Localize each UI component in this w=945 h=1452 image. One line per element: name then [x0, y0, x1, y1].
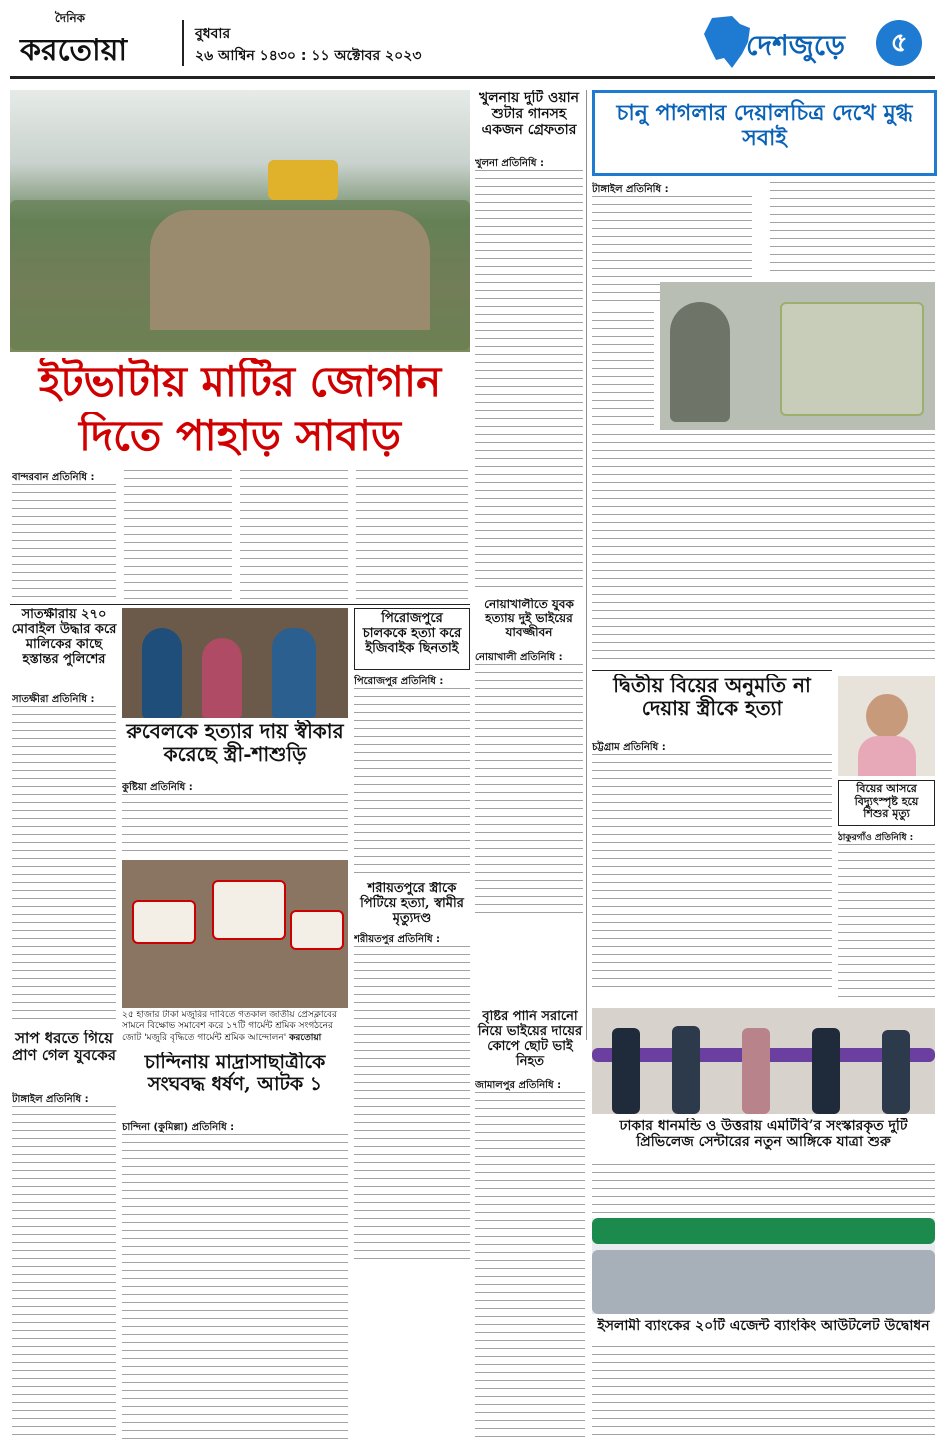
child-death-headline-box: [838, 780, 935, 826]
lead-headline-1: ইটভাটায় মাটির জোগান: [38, 358, 442, 406]
islami-body: [592, 1346, 935, 1442]
paper-name-small: দৈনিক: [54, 11, 86, 25]
shariatpur-dateline: শরীয়তপুর প্রতিনিধি :: [354, 934, 441, 945]
snake-headline: সাপ ধরতে গিয়ে প্রাণ গেল যুবকের: [12, 1030, 116, 1065]
protest-photo: [122, 860, 348, 1008]
lead-body-col4: [356, 470, 468, 600]
pirojpur-headline: পিরোজপুরে চালককে হত্যা করে ইজিবাইক ছিনতাই: [362, 611, 462, 656]
mural-headline: চানু পাগলার দেয়ালচিত্র দেখে মুগ্ধ সবাই: [616, 100, 913, 152]
second-marriage-headline: দ্বিতীয় বিয়ের অনুমতি না দেয়ায় স্ত্রীকে হত্যা: [613, 674, 811, 720]
noakhali-dateline: নোয়াখালী প্রতিনিধি :: [475, 652, 563, 663]
child-photo: [838, 676, 935, 776]
satkhira-headline: সাতক্ষীরায় ২৭০ মোবাইল উদ্ধার করে মালিকের কাছে হস্তান্তর পুলিশের: [11, 608, 117, 667]
page-number-badge: [876, 20, 922, 66]
satkhira-dateline: সাতক্ষীরা প্রতিনিধি :: [12, 694, 95, 705]
shariatpur-body: [354, 946, 470, 1266]
snake-dateline: টাঙ্গাইল প্রতিনিধি :: [12, 1094, 89, 1105]
kushtia-headline: রুবেলকে হত্যার দায় স্বীকার করেছে স্ত্রী-শাশুড়ি: [126, 720, 344, 766]
snake-body: [12, 1106, 116, 1442]
kushtia-body: [122, 794, 348, 852]
mural-photo: [660, 282, 935, 430]
madrasa-headline: চান্দিনায় মাদ্রাসাছাত্রীকে সংঘবদ্ধ ধর্ষণ, আটক ১: [144, 1052, 326, 1095]
masthead: [0, 0, 945, 82]
child-death-headline: বিয়ের আসরে বিদ্যুৎস্পৃষ্ট হয়ে শিশুর মৃত্যু: [854, 782, 919, 821]
noakhali-headline: নোয়াখালীতে যুবক হত্যায় দুই ভাইয়ের যাবজ্জীবন: [484, 598, 574, 639]
mtb-photo: [592, 1008, 935, 1114]
second-marriage-dateline: চট্টগ্রাম প্রতিনিধি :: [592, 742, 666, 753]
paper-name: করতোয়া: [20, 33, 128, 68]
kushtia-photo: [122, 608, 348, 718]
kushtia-dateline: কুষ্টিয়া প্রতিনিধি :: [122, 782, 193, 793]
lead-body-col1: [12, 484, 116, 600]
section-title: দেশজুড়ে: [746, 29, 845, 62]
pirojpur-dateline: পিরোজপুর প্রতিনিধি :: [354, 676, 444, 687]
water-headline: বৃষ্টির পানি সরানো নিয়ে ভাইয়ের দায়ের কোপে ছোট ভাই নিহত: [477, 1010, 583, 1069]
masthead-divider: [182, 20, 184, 66]
mural-dateline: টাঙ্গাইল প্রতিনিধি :: [592, 184, 669, 195]
child-death-dateline: ঠাকুরগাঁও প্রতিনিধি :: [838, 833, 914, 843]
islami-photo: [592, 1218, 935, 1314]
mtb-body: [592, 1164, 935, 1214]
lead-dateline: বান্দরবান প্রতিনিধি :: [12, 472, 95, 483]
water-dateline: জামালপুর প্রতিনিধি :: [475, 1080, 562, 1091]
lead-body-col3: [240, 470, 348, 600]
khulna-headline: খুলনায় দুটি ওয়ান শুটার গানসহ একজন গ্রেফতার: [479, 90, 579, 139]
issue-date: ২৬ আশ্বিন ১৪৩০ : ১১ অক্টোবর ২০২৩: [195, 48, 422, 64]
khulna-body: [475, 170, 583, 594]
child-death-body: [838, 844, 935, 1004]
water-body: [475, 1092, 585, 1442]
lead-body-col2: [124, 470, 232, 600]
noakhali-body: [475, 664, 583, 914]
mural-body-col3: [592, 312, 654, 430]
satkhira-body: [12, 706, 116, 1024]
mural-headline-box: [592, 90, 937, 176]
page-number: ৫: [890, 28, 908, 58]
lead-headline-2: দিতে পাহাড় সাবাড়: [78, 412, 402, 460]
pirojpur-body: [354, 688, 470, 878]
madrasa-body: [122, 1134, 348, 1442]
islami-headline: ইসলামী ব্যাংকের ২০টি এজেন্ট ব্যাংকিং আউটলেট উদ্বোধন: [597, 1318, 930, 1334]
pirojpur-headline-box: [354, 608, 470, 670]
madrasa-dateline: চান্দিনা (কুমিল্লা) প্রতিনিধি :: [122, 1122, 235, 1133]
second-marriage-body: [592, 754, 832, 994]
shariatpur-headline: শরীয়তপুরে স্ত্রীকে পিটিয়ে হত্যা, স্বামীর মৃত্যুদণ্ড: [360, 882, 464, 926]
khulna-dateline: খুলনা প্রতিনিধি :: [475, 158, 544, 169]
mural-body-col2: [770, 182, 935, 277]
excavator: [268, 160, 338, 200]
protest-caption-text: ২৫ হাজার টাকা মজুরির দাবিতে গতকাল জাতীয় প্রেসক্লাবের সামনে বিক্ষোভ সমাবেশ করে ১৭টি গার্মেন্ট শ্রমিক সংগঠনের জোট 'মজুরি বৃদ্ধিতে গার্মেন্ট শ্রমিক আন্দোলন': [122, 1010, 338, 1043]
masthead-underline: [10, 76, 935, 79]
issue-day: বুধবার: [195, 26, 231, 42]
protest-caption: [122, 1010, 348, 1050]
mtb-headline: ঢাকার ধানমন্ডি ও উত্তরায় এমটিবি’র সংস্কারকৃত দুটি প্রিভিলেজ সেন্টারের নতুন আঙ্গিকে যাত্রা শুরু: [619, 1118, 908, 1151]
lead-photo: [10, 90, 470, 352]
protest-caption-credit: করতোয়া: [289, 1032, 322, 1043]
mural-body-col4: [592, 434, 935, 664]
